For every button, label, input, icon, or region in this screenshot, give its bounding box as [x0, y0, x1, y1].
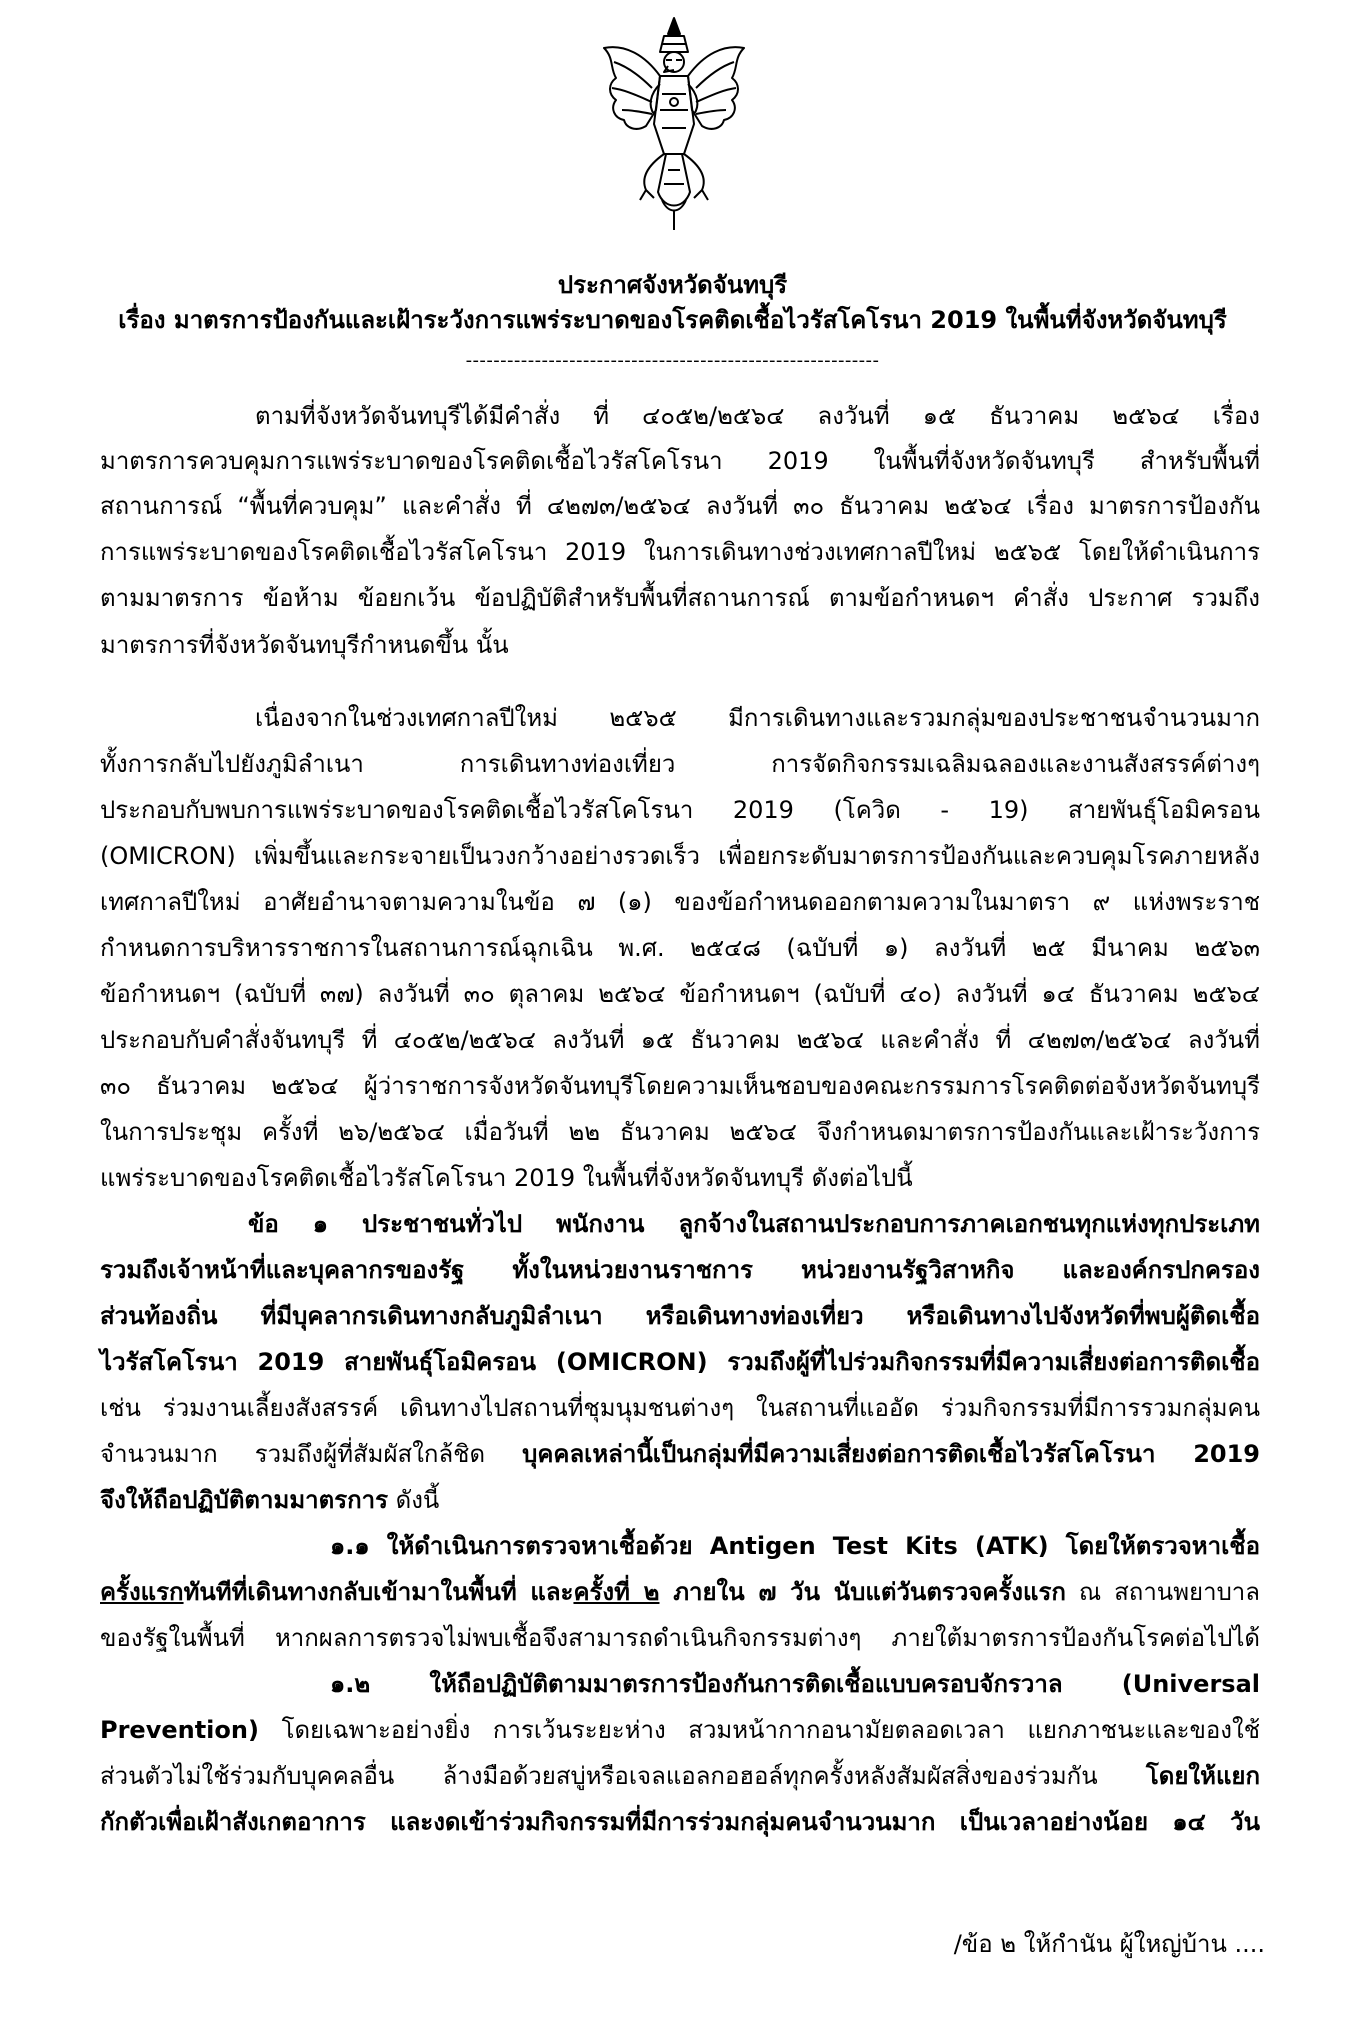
para1-line: ตามมาตรการ ข้อห้าม ข้อยกเว้น ข้อปฏิบัติสำหรับพื้นที่สถานการณ์ ตามข้อกำหนดฯ คำสั่ง ประกาศ รวมถึง	[100, 584, 1260, 612]
clause1-2-emphasis: Prevention)	[100, 1716, 259, 1744]
clause1-line	[0, 1436, 1345, 1472]
para2-line: ทั้งการกลับไปยังภูมิลำเนา การเดินทางท่องเที่ยว การจัดกิจกรรมเฉลิมฉลองและงานสังสรรค์ต่างๆ	[100, 750, 1260, 778]
separator-line: ------------------------------------------------------------	[465, 350, 880, 371]
clause1-1-text: ณ สถานพยาบาล	[1065, 1578, 1260, 1606]
document-subject: เรื่อง มาตรการป้องกันและเฝ้าระวังการแพร่ระบาดของโรคติดเชื้อไวรัสโคโรนา 2019 ในพื้นที่จังหวัดจันทบุรี	[118, 306, 1227, 334]
para1-line: มาตรการควบคุมการแพร่ระบาดของโรคติดเชื้อไวรัสโคโรนา 2019 ในพื้นที่จังหวัดจันทบุรี สำหรับพื้นที่	[100, 447, 1260, 475]
para2-line: ๓๐ ธันวาคม ๒๕๖๔ ผู้ว่าราชการจังหวัดจันทบุรีโดยความเห็นชอบของคณะกรรมการโรคติดต่อจังหวัดจันทบุรี	[100, 1072, 1260, 1100]
garuda-emblem-icon	[594, 14, 754, 236]
clause1-1-emphasis: ทันทีที่เดินทางกลับเข้ามาในพื้นที่ และ	[183, 1578, 574, 1606]
clause1-1-emphasis: ภายใน ๗ วัน นับแต่วันตรวจครั้งแรก	[659, 1578, 1066, 1606]
page-continuation: /ข้อ ๒ ให้กำนัน ผู้ใหญ่บ้าน ....	[953, 1930, 1265, 1958]
para2-line: ในการประชุม ครั้งที่ ๒๖/๒๕๖๔ เมื่อวันที่ ๒๒ ธันวาคม ๒๕๖๔ จึงกำหนดมาตรการป้องกันและเฝ้าระวังการ	[100, 1118, 1260, 1146]
clause1-2-text: โดยเฉพาะอย่างยิ่ง การเว้นระยะห่าง สวมหน้ากากอนามัยตลอดเวลา แยกภาชนะและของใช้	[258, 1716, 1260, 1744]
clause1-2-text: ส่วนตัวไม่ใช้ร่วมกับบุคคลอื่น ล้างมือด้วยสบู่หรือเจลแอลกอฮอล์ทุกครั้งหลังสัมผัสสิ่งของร่วมกัน	[100, 1762, 1146, 1790]
clause1-line: ส่วนท้องถิ่น ที่มีบุคลากรเดินทางกลับภูมิลำเนา หรือเดินทางท่องเที่ยว หรือเดินทางไปจังหวัดที่พบผู้ติดเชื้อ	[100, 1302, 1260, 1330]
clause1-2-line	[0, 1758, 1345, 1794]
para2-line: เทศกาลปีใหม่ อาศัยอำนาจตามความในข้อ ๗ (๑) ของข้อกำหนดออกตามความในมาตรา ๙ แห่งพระราช	[100, 888, 1260, 916]
clause1-1-line: ของรัฐในพื้นที่ หากผลการตรวจไม่พบเชื้อจึงสามารถดำเนินกิจกรรมต่างๆ ภายใต้มาตรการป้องกันโรคต่อไปได้	[100, 1624, 1260, 1652]
clause1-2-line: กักตัวเพื่อเฝ้าสังเกตอาการ และงดเข้าร่วมกิจกรรมที่มีการร่วมกลุ่มคนจำนวนมาก เป็นเวลาอย่างน้อย ๑๔ วัน	[100, 1808, 1260, 1836]
clause1-line: ไวรัสโคโรนา 2019 สายพันธุ์โอมิครอน (OMICRON) รวมถึงผู้ที่ไปร่วมกิจกรรมที่มีความเสี่ยงต่อการติดเชื้อ	[100, 1348, 1260, 1376]
para1-line: มาตรการที่จังหวัดจันทบุรีกำหนดขึ้น นั้น	[100, 631, 509, 659]
para2-line: ข้อกำหนดฯ (ฉบับที่ ๓๗) ลงวันที่ ๓๐ ตุลาคม ๒๕๖๔ ข้อกำหนดฯ (ฉบับที่ ๔๐) ลงวันที่ ๑๔ ธันวาคม ๒๕๖๔	[100, 980, 1260, 1008]
clause1-2-emphasis: โดยให้แยก	[1145, 1762, 1260, 1790]
clause1-emphasis: จึงให้ถือปฏิบัติตามมาตรการ	[100, 1486, 388, 1514]
clause1-line: ข้อ ๑ ประชาชนทั่วไป พนักงาน ลูกจ้างในสถานประกอบการภาคเอกชนทุกแห่งทุกประเภท	[248, 1210, 1260, 1238]
para2-line: ประกอบกับคำสั่งจันทบุรี ที่ ๔๐๕๒/๒๕๖๔ ลงวันที่ ๑๕ ธันวาคม ๒๕๖๔ และคำสั่ง ที่ ๔๒๗๓/๒๕๖๔ ลงวันที่	[100, 1026, 1260, 1054]
clause1-2-line	[0, 1712, 1345, 1748]
para1-line: การแพร่ระบาดของโรคติดเชื้อไวรัสโคโรนา 2019 ในการเดินทางช่วงเทศกาลปีใหม่ ๒๕๖๕ โดยให้ดำเนินการ	[100, 538, 1260, 566]
clause1-1-emphasis: ครั้งที่ ๒	[573, 1578, 660, 1606]
clause1-emphasis: บุคคลเหล่านี้เป็นกลุ่มที่มีความเสี่ยงต่อการติดเชื้อไวรัสโคโรนา 2019	[522, 1440, 1261, 1468]
document-title: ประกาศจังหวัดจันทบุรี	[557, 271, 788, 299]
para1-line: ตามที่จังหวัดจันทบุรีได้มีคำสั่ง ที่ ๔๐๕๒/๒๕๖๔ ลงวันที่ ๑๕ ธันวาคม ๒๕๖๔ เรื่อง	[255, 402, 1260, 430]
clause1-line: รวมถึงเจ้าหน้าที่และบุคลากรของรัฐ ทั้งในหน่วยงานราชการ หน่วยงานรัฐวิสาหกิจ และองค์กรปกครอง	[100, 1256, 1260, 1284]
para2-line: ประกอบกับพบการแพร่ระบาดของโรคติดเชื้อไวรัสโคโรนา 2019 (โควิด - 19) สายพันธุ์โอมิครอน	[100, 796, 1260, 824]
para2-line: เนื่องจากในช่วงเทศกาลปีใหม่ ๒๕๖๕ มีการเดินทางและรวมกลุ่มของประชาชนจำนวนมาก	[255, 704, 1260, 732]
clause1-1-line	[0, 1574, 1345, 1610]
clause1-line	[0, 1482, 1345, 1518]
para2-line: กำหนดการบริหารราชการในสถานการณ์ฉุกเฉิน พ.ศ. ๒๕๔๘ (ฉบับที่ ๑) ลงวันที่ ๒๕ มีนาคม ๒๕๖๓	[100, 934, 1260, 962]
clause1-2-line: ๑.๒ ให้ถือปฏิบัติตามมาตรการป้องกันการติดเชื้อแบบครอบจักรวาล (Universal	[330, 1670, 1260, 1698]
clause1-text: ดังนี้	[388, 1486, 440, 1514]
clause1-1-line: ๑.๑ ให้ดำเนินการตรวจหาเชื้อด้วย Antigen Test Kits (ATK) โดยให้ตรวจหาเชื้อ	[330, 1532, 1260, 1560]
para1-line: สถานการณ์ “พื้นที่ควบคุม” และคำสั่ง ที่ ๔๒๗๓/๒๕๖๔ ลงวันที่ ๓๐ ธันวาคม ๒๕๖๔ เรื่อง มาตรการป้องกัน	[100, 492, 1260, 520]
clause1-text: จำนวนมาก รวมถึงผู้ที่สัมผัสใกล้ชิด	[100, 1440, 523, 1468]
clause1-line: เช่น ร่วมงานเลี้ยงสังสรรค์ เดินทางไปสถานที่ชุมนุมชนต่างๆ ในสถานที่แออัด ร่วมกิจกรรมที่มีการรวมกลุ่มคน	[100, 1394, 1260, 1422]
para2-line: แพร่ระบาดของโรคติดเชื้อไวรัสโคโรนา 2019 ในพื้นที่จังหวัดจันทบุรี ดังต่อไปนี้	[100, 1164, 913, 1192]
clause1-1-emphasis: ครั้งแรก	[100, 1578, 184, 1606]
para2-line: (OMICRON) เพิ่มขึ้นและกระจายเป็นวงกว้างอย่างรวดเร็ว เพื่อยกระดับมาตรการป้องกันและควบคุมโรคภายหลัง	[100, 842, 1260, 870]
